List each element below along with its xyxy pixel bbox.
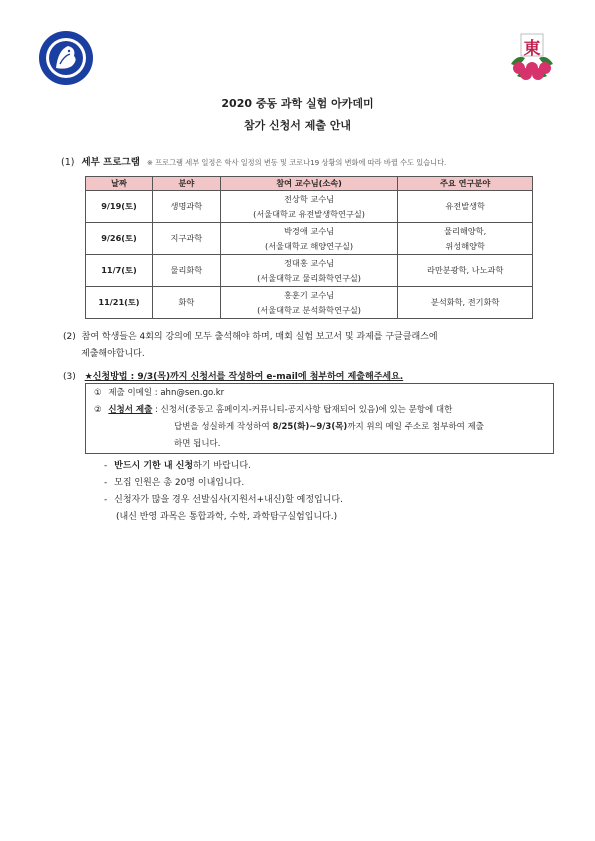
table-row: [86, 255, 533, 287]
professor-affiliation: (서울대학교 분석화학연구실): [257, 304, 361, 315]
note-dash: -: [104, 461, 108, 471]
notes-list: [104, 458, 343, 526]
item2-number: ②: [94, 405, 102, 415]
schedule-table: [85, 176, 533, 319]
note-selection: 신청자가 많을 경우 선발심사(지원서+내신)할 예정입니다.: [114, 495, 343, 505]
note-dash: -: [104, 478, 108, 488]
crest-character: 東: [523, 39, 541, 59]
row-professor: [220, 287, 398, 319]
item1-text: 제출 이메일 : ahn@sen.go.kr: [108, 388, 225, 398]
section1-number: (1): [61, 157, 75, 168]
row-research: [398, 223, 533, 255]
research-area: 유전발생학: [445, 201, 485, 211]
note-dash: -: [104, 495, 108, 505]
section3-heading: [63, 369, 403, 382]
item1-number: ①: [94, 388, 102, 398]
row-field: 물리화학: [152, 255, 220, 287]
row-research: [398, 287, 533, 319]
section2-text-1: 참여 학생들은 4회의 강의에 모두 출석해야 하며, 매회 실험 보고서 및 과제를 구글클래스에: [81, 332, 438, 342]
row-date: 11/21(토): [86, 287, 153, 319]
section1-heading: [61, 154, 446, 168]
item2-label: 신청서 제출: [108, 405, 153, 415]
professor-affiliation: (서울대학교 해양연구실): [265, 240, 354, 251]
submission-period: 8/25(화)~9/3(목): [272, 422, 348, 432]
section2-number: (2): [63, 332, 76, 342]
table-row: [86, 223, 533, 255]
box-item-submission: [94, 402, 452, 419]
header-date: 날짜: [86, 177, 153, 191]
professor-name: 박경애 교수님: [284, 225, 335, 236]
professor-name: 정대홍 교수님: [284, 257, 335, 268]
research-area: 분석화학, 전기화학: [430, 297, 500, 307]
school-emblem-logo: [38, 30, 94, 86]
row-professor: [220, 223, 398, 255]
row-field: 생명과학: [152, 191, 220, 223]
row-field: 화학: [152, 287, 220, 319]
item2-text: : 신청서(중동고 홈페이지-커뮤니티-공지사항 탑재되어 있음)에 있는 문항에 대한: [152, 405, 453, 415]
row-research: [398, 191, 533, 223]
note-item: (내신 반영 과목은 통합과학, 수학, 과학탐구실험입니다.): [116, 512, 338, 522]
professor-affiliation: (서울대학교 물리화학연구실): [257, 272, 361, 283]
research-area: 물리해양학,: [444, 225, 487, 236]
submission-info-box: [85, 383, 554, 454]
header-field: 분야: [152, 177, 220, 191]
note-item: [104, 475, 343, 492]
professor-affiliation: (서울대학교 유전발생학연구실): [253, 208, 365, 219]
header-professor: 참여 교수님(소속): [220, 177, 398, 191]
note-capacity: 모집 인원은 총 20명 이내입니다.: [114, 478, 245, 488]
note-deadline-rest: 하기 바랍니다.: [193, 461, 251, 471]
row-professor: [220, 191, 398, 223]
section2-paragraph: [63, 329, 553, 363]
row-research: [398, 255, 533, 287]
box-item-submission-line3: 하면 됩니다.: [174, 439, 221, 449]
note-item: [104, 458, 343, 475]
section3-number: (3): [63, 372, 76, 382]
table-row: [86, 191, 533, 223]
item2-line2-c: 까지 위의 메일 주소로 첨부하여 제출: [347, 422, 484, 432]
row-date: 9/26(토): [86, 223, 153, 255]
note-item: [104, 492, 343, 509]
section1-title: 세부 프로그램: [81, 157, 140, 168]
item2-line2-a: 답변을 성실하게 작성하여: [174, 422, 273, 432]
research-area-2: 위성해양학: [445, 240, 485, 251]
page-title-line2: 참가 신청서 제출 안내: [243, 119, 352, 132]
page-title-line1: 2020 중동 과학 실험 아카데미: [221, 97, 374, 110]
box-item-submission-line2: [174, 419, 484, 436]
section2-line1: [63, 329, 553, 346]
note-deadline-bold: 반드시 기한 내 신청: [114, 461, 194, 471]
table-row: [86, 287, 533, 319]
row-date: 11/7(토): [86, 255, 153, 287]
application-method-text: ★신청방법 : 9/3(목)까지 신청서를 작성하여 e-mail에 첨부하여 제출해주세요.: [84, 372, 404, 382]
section1-note: ※ 프로그램 세부 일정은 학사 일정의 변동 및 코로나19 상황의 변화에 따라 바뀔 수도 있습니다.: [146, 158, 447, 167]
table-header-row: [86, 177, 533, 191]
professor-name: 홍훈기 교수님: [284, 289, 335, 300]
research-area: 라만분광학, 나노과학: [426, 265, 504, 275]
row-field: 지구과학: [152, 223, 220, 255]
professor-name: 전상학 교수님: [284, 193, 335, 204]
row-date: 9/19(토): [86, 191, 153, 223]
header-research: 주요 연구분야: [398, 177, 533, 191]
row-professor: [220, 255, 398, 287]
box-item-email: [94, 385, 224, 402]
section2-line2: 제출해야합니다.: [81, 349, 145, 359]
